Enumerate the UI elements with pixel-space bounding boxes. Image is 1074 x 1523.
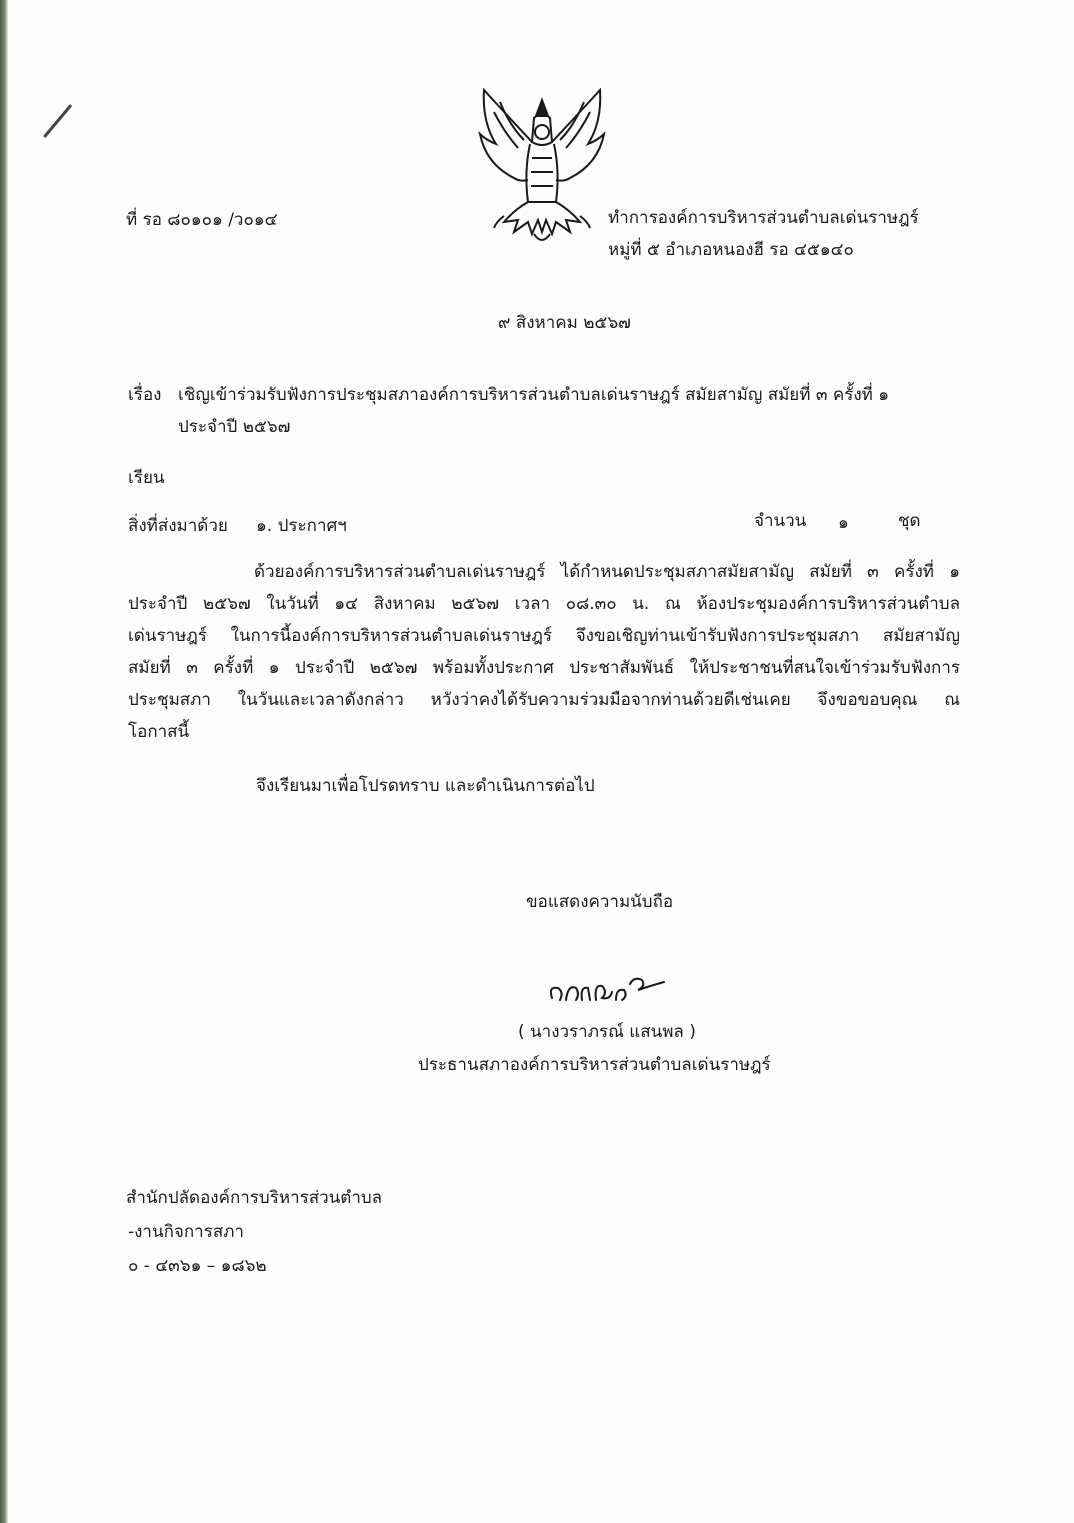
signature xyxy=(546,970,672,1008)
enclosure-qty-label: จำนวน xyxy=(754,511,807,531)
body-line: เด่นราษฎร์ ในการนี้องค์การบริหารส่วนตำบลเด่นราษฎร์ จึงขอเชิญท่านเข้ารับฟังการประชุมสภา สมัยสามัญ xyxy=(128,626,960,646)
subject-line-2: ประจำปี ๒๕๖๗ xyxy=(178,417,291,437)
body-line: ด้วยองค์การบริหารส่วนตำบลเด่นราษฎร์ ได้กำหนดประชุมสภาสมัยสามัญ สมัยที่ ๓ ครั้งที่ ๑ xyxy=(254,562,960,582)
scan-edge xyxy=(0,0,8,1523)
body-line: ประชุมสภา ในวันและเวลาดังกล่าว หวังว่าคงได้รับความร่วมมือจากท่านด้วยดีเช่นเคย จึงขอขอบคุณ ณ xyxy=(128,690,960,710)
salutation: เรียน xyxy=(128,468,165,488)
signer-name: ( นางวราภรณ์ แสนพล ) xyxy=(518,1022,696,1042)
body-line: โอกาสนี้ xyxy=(128,722,190,742)
body-paragraph xyxy=(128,556,960,748)
enclosure-label: สิ่งที่ส่งมาด้วย xyxy=(128,516,228,536)
footer-phone: ๐ - ๔๓๖๑ – ๑๘๖๒ xyxy=(128,1256,267,1276)
body-line: สมัยที่ ๓ ครั้งที่ ๑ ประจำปี ๒๕๖๗ พร้อมทั้งประกาศ ประชาสัมพันธ์ ให้ประชาชนที่สนใจเข้าร่วมรับฟังการ xyxy=(128,658,960,678)
enclosure-qty: ๑ xyxy=(838,513,849,533)
letter-date: ๙ สิงหาคม ๒๕๖๗ xyxy=(498,313,631,333)
subject-line-1: เชิญเข้าร่วมรับฟังการประชุมสภาองค์การบริหารส่วนตำบลเด่นราษฎร์ สมัยสามัญ สมัยที่ ๓ ครั้งที่ ๑ xyxy=(178,385,890,405)
closing-phrase: ขอแสดงความนับถือ xyxy=(526,892,674,912)
footer-division: -งานกิจการสภา xyxy=(128,1222,244,1242)
signer-title: ประธานสภาองค์การบริหารส่วนตำบลเด่นราษฎร์ xyxy=(418,1055,771,1075)
document-number: ที่ รอ ๘๐๑๐๑ /ว๐๑๔ xyxy=(126,210,278,230)
pen-mark xyxy=(43,104,72,138)
closing-paragraph: จึงเรียนมาเพื่อโปรดทราบ และดำเนินการต่อไป xyxy=(256,776,595,796)
address-line-2: หมู่ที่ ๕ อำเภอหนองฮี รอ ๔๕๑๔๐ xyxy=(608,240,854,260)
footer-office: สำนักปลัดองค์การบริหารส่วนตำบล xyxy=(126,1188,383,1208)
garuda-emblem xyxy=(474,82,610,250)
enclosure-unit: ชุด xyxy=(898,511,921,531)
subject-label: เรื่อง xyxy=(128,385,162,405)
address-line-1: ทำการองค์การบริหารส่วนตำบลเด่นราษฎร์ xyxy=(608,208,919,228)
enclosure-item: ๑. ประกาศฯ xyxy=(256,516,347,536)
body-line: ประจำปี ๒๕๖๗ ในวันที่ ๑๔ สิงหาคม ๒๕๖๗ เวลา ๐๘.๓๐ น. ณ ห้องประชุมองค์การบริหารส่วนตำบล xyxy=(128,594,960,614)
